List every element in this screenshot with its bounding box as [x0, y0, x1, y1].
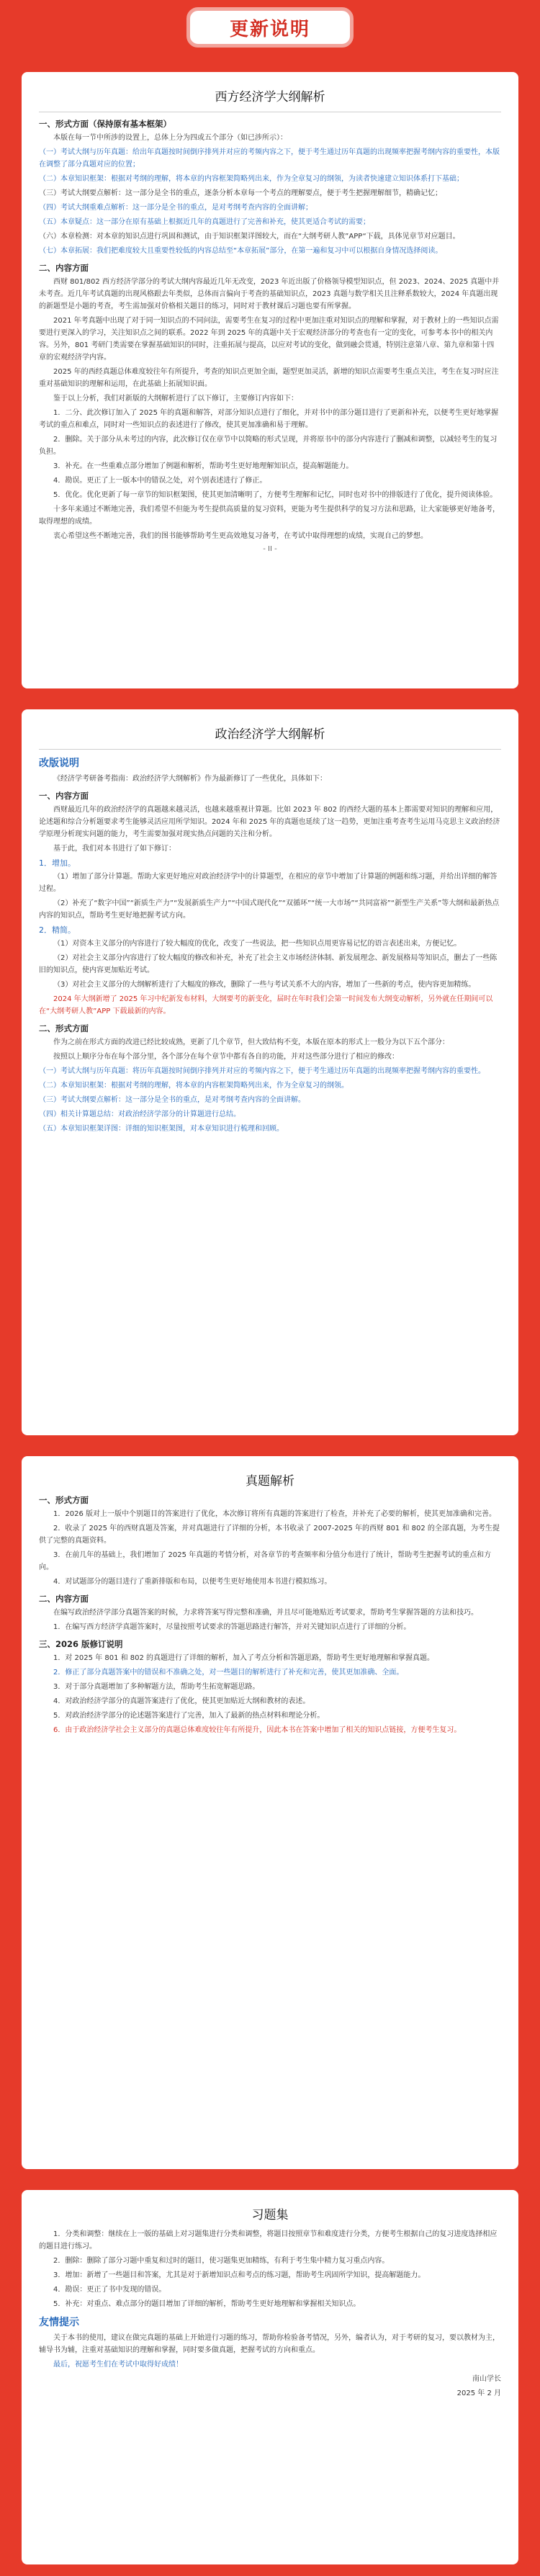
- page-title: 更新说明: [229, 18, 310, 40]
- list-item: （二）本章知识框架：根据对考纲的理解，将本章的内容框架简略列出来，作为全章复习的纲领。: [39, 1082, 348, 1090]
- list-item: （五）本章知识框架详图：详细的知识框架图，对本章知识进行梳理和回顾。: [39, 1125, 284, 1133]
- heading: 二、形式方面: [39, 1023, 89, 1033]
- heading: 二、内容方面: [39, 1594, 89, 1604]
- paragraph: 十多年来通过不断地完善，我们希望不但能为考生提供高质量的复习资料，更能为考生提供科学的复习方法和思路，让大家能够更好地备考，取得理想的成绩。: [39, 506, 500, 526]
- section-western-economics: [22, 72, 518, 688]
- section-title: 习题集: [251, 2208, 289, 2222]
- paragraph: 最后，祝愿考生们在考试中取得好成绩！: [53, 2361, 183, 2369]
- paragraph: 2021 年考真题中出现了对于同一知识点的不同问法，需要考生在复习的过程中更加注重对知识点的理解和掌握，对于教材上的一些知识点需要进行更深入的学习，关注知识点之间的联系。2022 年到 2025 年的真题中关于宏观经济部分的考查也有一定的变化，可参考本书中的相关内容。另外，801 考研门类需要在掌握基础知识的同时，注重拓展与提高，以应对考试的变化，做到融会贯通，特别注意第八章、第九章和第十四章的宏观经济学内容。: [39, 317, 499, 362]
- paragraph: 1．分类和调整：继续在上一版的基础上对习题集进行分类和调整，将题目按照章节和难度进行分类，方便考生根据自己的复习进度选择相应的题目进行练习。: [39, 2230, 498, 2250]
- section-title: 真题解析: [246, 1474, 294, 1489]
- list-item: （三）考试大纲要点解析：这一部分是全书的重点，逐条分析本章每一个考点的理解要点，便于考生把握理解细节，精确记忆；: [39, 189, 442, 197]
- paragraph: 作为之前在形式方面的改进已经比较成熟，更新了几个章节，但大致结构不变，本版在原本的形式上一般分为以下五个部分：: [53, 1038, 449, 1046]
- section-tag: 改版说明: [39, 758, 79, 769]
- paragraph: 4．对试题部分的题目进行了重新排版和布局，以便考生更好地使用本书进行模拟练习。: [53, 1578, 332, 1586]
- paragraph: （3）对社会主义部分的大纲解析进行了大幅度的修改，删除了一些与考试关系不大的内容，增加了一些新的考点，使内容更加精练。: [53, 981, 476, 989]
- paragraph: 按照以上顺序分布在每个部分里，各个部分在每个章节中都有各自的功能，并对这些部分进行了相应的修改：: [53, 1053, 399, 1061]
- paragraph: 3．补充。在一些重难点部分增加了例题和解析，帮助考生更好地理解知识点，提高解题能力。: [53, 462, 354, 470]
- paragraph: 4．勘误：更正了书中发现的错误。: [53, 2286, 166, 2294]
- paragraph: 衷心希望这些不断地完善，我们的图书能够帮助考生更高效地复习备考，在考试中取得理想的成绩，实现自己的梦想。: [53, 532, 428, 540]
- list-item: （二）本章知识框架：根据对考纲的理解，将本章的内容框架简略列出来，作为全章复习的纲领，为读者快速建立知识体系打下基础；: [39, 175, 464, 183]
- heading: 一、内容方面: [39, 791, 89, 801]
- heading: 一、形式方面（保持原有基本框架）: [39, 119, 171, 129]
- paragraph: 在编写政治经济学部分真题答案的时候，力求将答案写得完整和准确，并且尽可能地贴近考试要求，帮助考生掌握答题的方法和技巧。: [53, 1609, 478, 1617]
- section-title: 西方经济学大纲解析: [39, 86, 501, 112]
- title-banner: [186, 7, 354, 48]
- paragraph: 关于本书的使用，建议在做完真题的基础上开始进行习题的练习，帮助你检验备考情况，另外，编者认为，对于考研的复习，要以教材为主，辅导书为辅，注重对基础知识的理解和掌握，同时要多做真题，把握考试的方向和重点。: [39, 2334, 500, 2354]
- paragraph: 2．收录了 2025 年的西财真题及答案，并对真题进行了详细的分析，本书收录了 2007-2025 年的西财 801 和 802 的全部真题，为考生提供了完整的真题资料。: [39, 1525, 500, 1545]
- paragraph: 3．在前几年的基础上，我们增加了 2025 年真题的考情分析，对各章节的考查频率和分值分布进行了统计，帮助考生把握考试的重点和方向。: [39, 1551, 492, 1571]
- list-item: （一）考试大纲与历年真题：给出年真题按时间倒序排列并对应的考频内容之下，便于考生通过历年真题的出现频率把握考纲内容的重要性，本版在调整了部分真题对应的位置；: [39, 148, 500, 169]
- list-item: （六）本章检测：对本章的知识点进行巩固和测试，由于知识框架详图较大，而在“大纲考研人教”APP“下载，具体见章节对应题目。: [39, 233, 460, 241]
- heading: 三、2026 版修订说明: [39, 1639, 123, 1649]
- paragraph: 1．在编写西方经济学真题答案时，尽量按照考试要求的答题思路进行解答，并对关键知识点进行了详细的分析。: [53, 1623, 411, 1631]
- list-item: （四）相关计算题总结：对政治经济学部分的计算题进行总结。: [39, 1110, 240, 1118]
- paragraph: 3．对于部分真题增加了多种解题方法，帮助考生拓宽解题思路。: [53, 1683, 260, 1691]
- paragraph: 2．删除。关于部分从未考过的内容，此次修订仅在章节中以简略的形式呈现，并将原书中的部分内容进行了删减和调整，以减轻考生的复习负担。: [39, 436, 498, 456]
- section-past-exams: [22, 1456, 518, 2169]
- section-exercises: [22, 2190, 518, 2564]
- list-item: （七）本章拓展：我们把难度较大且重要性较低的内容总结至“本章拓展”部分，在第一遍和复习中可以根据自身情况选择阅读。: [39, 247, 443, 255]
- paragraph-highlight: 2024 年大纲新增了 2025 年习中纪新发布材料，大纲要考的新变化，届时在年时我们会第一时间发布大纲变动解析，另外就在任期间可以在“大纲考研人教”APP 下载最新的内容。: [39, 995, 493, 1015]
- paragraph: 《经济学考研备考指南：政治经济学大纲解析》作为最新修订了一些优化，具体如下：: [53, 775, 327, 783]
- paragraph: 西财 801/802 西方经济学部分的考试大纲内容最近几年无改变，2023 年近出版了价格领导模型知识点，但 2023、2024、2025 真题中并未考查。近几年考试真题的出现风格跟去年类似，总体而言偏向于考查的基础知识点，2023 真题与数学相关且注释系数较大，2024 年真题出现的新题型是小题的考查，考生需加强对价格相关题目的练习，同时对于教材课后习题也要有所掌握。: [39, 278, 500, 310]
- paragraph: （1）增加了部分计算题。帮助大家更好地应对政治经济学中的计算题型，在相应的章节中增加了计算题的例题和练习题，并给出详细的解答过程。: [39, 873, 498, 893]
- paragraph: 基于此，我们对本书进行了如下修订：: [53, 845, 176, 853]
- paragraph: 鉴于以上分析，我们对新版的大纲解析进行了以下修订，主要修订内容如下：: [53, 395, 298, 403]
- heading: 一、形式方面: [39, 1495, 89, 1505]
- paragraph-highlight: 6．由于政治经济学社会主义部分的真题总体难度较往年有所提升，因此本书在答案中增加了相关的知识点链接，方便考生复习。: [53, 1726, 462, 1734]
- section-political-economy: [22, 709, 518, 1435]
- paragraph: 5．补充：对重点、难点部分的题目增加了详细的解析，帮助考生更好地理解和掌握相关知识点。: [53, 2300, 361, 2308]
- list-item: （三）考试大纲要点解析：这一部分是全书的重点，是对考纲考查内容的全面讲解。: [39, 1096, 305, 1104]
- paragraph: （1）对资本主义部分的内容进行了较大幅度的优化，改变了一些说法，把一些知识点用更容易记忆的语言表述出来，方便记忆。: [53, 940, 462, 948]
- paragraph: 1．对 2025 年 801 和 802 的真题进行了详细的解析，加入了考点分析和答题思路，帮助考生更好地理解和掌握真题。: [53, 1654, 435, 1662]
- list-item: （四）考试大纲重难点解析：这一部分是全书的重点，是对考纲考查内容的全面讲解；: [39, 204, 312, 212]
- section-tag: 友情提示: [39, 2317, 79, 2328]
- sub-heading: 1．增加。: [39, 858, 76, 868]
- paragraph: 4．对政治经济学部分的真题答案进行了优化，使其更加贴近大纲和教材的表述。: [53, 1697, 310, 1705]
- paragraph: （2）补充了“数字中国”“新质生产力”“发展新质生产力”“中国式现代化”“双循环”“统一大市场”“共同富裕”“新型生产关系”等大纲和最新热点内容的知识点，帮助考生更好地把握考试方向。: [39, 899, 500, 920]
- paragraph: 1．二分、此次修订加入了 2025 年的真题和解答，对部分知识点进行了细化，并对书中的部分题目进行了更新和补充，以便考生更好地掌握考试的重点和难点，同时对一些知识点的表述进行了修改，使其更加准确和易于理解。: [39, 409, 499, 429]
- signature-author: 南山学长: [472, 2375, 501, 2383]
- paragraph: 2025 年的西经真题总体难度较往年有所提升，考查的知识点更加全面，题型更加灵活，新增的知识点需要考生重点关注，考生在复习时应注重对基础知识的理解和运用，在此基础上拓展知识面。: [39, 368, 499, 388]
- list-item: （五）本章疑点：这一部分在原有基础上根据近几年的真题进行了完善和补充，使其更适合考试的需要；: [39, 218, 370, 226]
- paragraph: （2）对社会主义部分内容进行了较大幅度的修改和补充，补充了社会主义市场经济体制、新发展理念、新发展格局等知识点，删去了一些陈旧的知识点，使内容更加贴近考试。: [39, 954, 498, 974]
- list-item: （一）考试大纲与历年真题：将历年真题按时间倒序排列并对应的考频内容之下，便于考生通过历年真题的出现频率把握考纲内容的重要性。: [39, 1067, 485, 1075]
- paragraph: 3．增加：新增了一些题目和答案，尤其是对于新增知识点和考点的练习题，帮助考生巩固所学知识，提高解题能力。: [53, 2271, 426, 2279]
- paragraph: 2．删除：删除了部分习题中重复和过时的题目，使习题集更加精练，有利于考生集中精力复习重点内容。: [53, 2257, 390, 2265]
- signature-date: 2025 年 2 月: [456, 2389, 501, 2397]
- paragraph: 5．对政治经济学部分的论述题答案进行了完善，加入了最新的热点材料和理论分析。: [53, 1712, 325, 1720]
- paragraph: 5．优化。优化更新了每一章节的知识框架图，使其更加清晰明了，方便考生理解和记忆，同时也对书中的排版进行了优化，提升阅读体验。: [53, 491, 498, 499]
- paragraph: 4．勘误。更正了上一版本中的错误之处，对个别表述进行了修正。: [53, 477, 267, 485]
- paragraph: 西财最近几年的政治经济学的真题越来越灵活，也越来越重视计算题。比如 2023 年 802 的西经大题的基本上都需要对知识的理解和应用，论述题和综合分析题要求考生能够灵活应用所学知识。2024 年和 2025 年的真题也延续了这一趋势，更加注重考查考生运用马克思主义政治经济学原理分析现实问题的能力，考生需要加强对现实热点问题的关注和分析。: [39, 806, 500, 838]
- paragraph: 本版在每一节中所涉的设置上，总体上分为四或五个部分（如已涉所示）：: [53, 134, 287, 142]
- heading: 二、内容方面: [39, 263, 89, 273]
- page-number: - II -: [263, 545, 277, 553]
- paragraph: 2．修正了部分真题答案中的错误和不准确之处，对一些题目的解析进行了补充和完善，使其更加准确、全面。: [53, 1669, 404, 1677]
- sub-heading: 2．精简。: [39, 925, 76, 935]
- section-title: 政治经济学大纲解析: [39, 724, 501, 750]
- paragraph: 1．2026 版对上一版中个别题目的答案进行了优化，本次修订将所有真题的答案进行了检查，并补充了必要的解析，使其更加准确和完善。: [53, 1510, 496, 1518]
